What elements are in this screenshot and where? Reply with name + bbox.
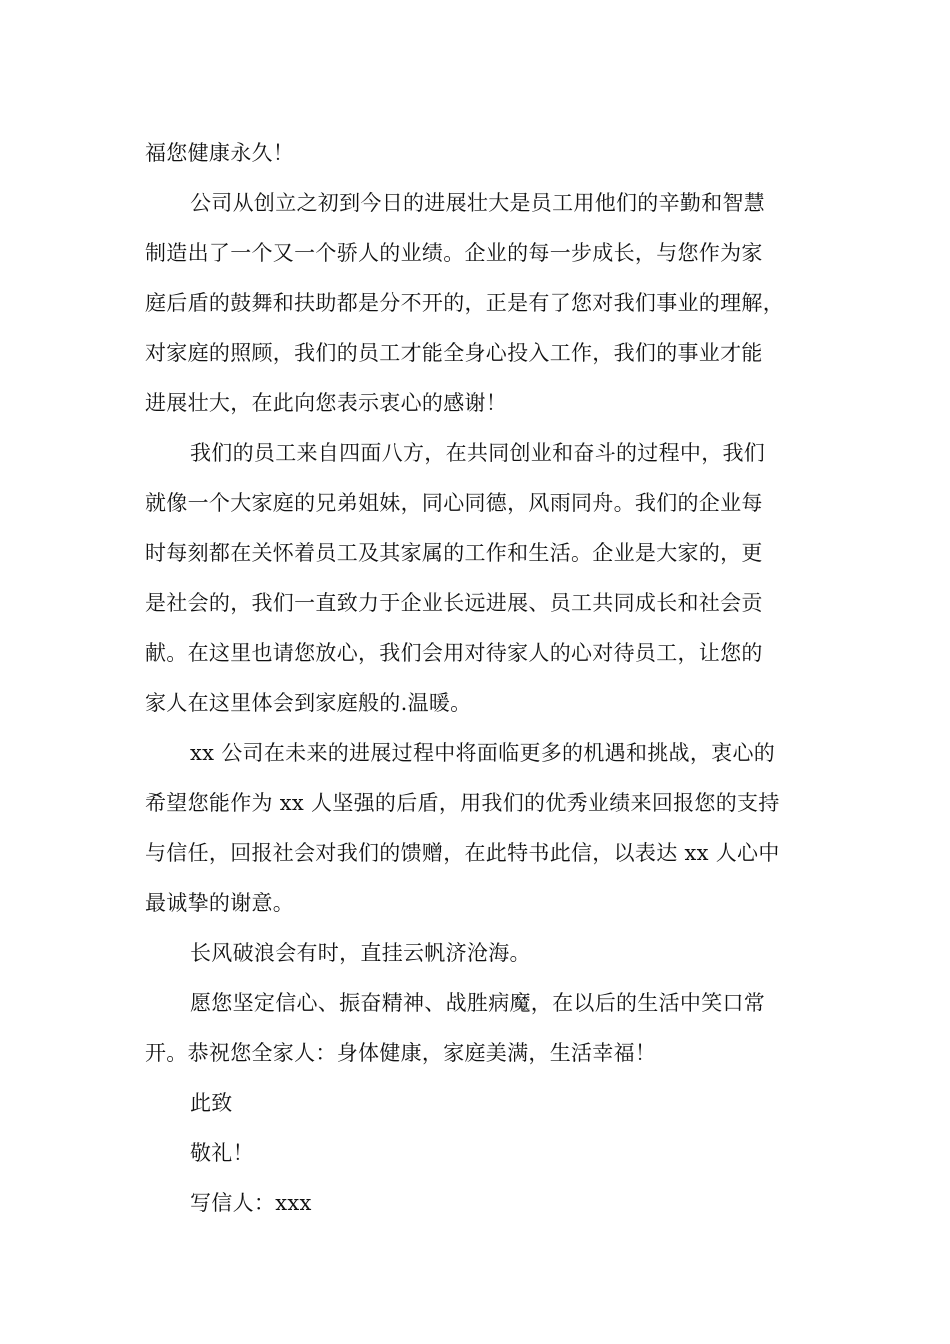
text-line: 与信任，回报社会对我们的馈赠，在此特书此信，以表达 xx 人心中 <box>145 841 780 865</box>
text-line: 就像一个大家庭的兄弟姐妹，同心同德，风雨同舟。我们的企业每 <box>145 491 763 515</box>
text-line: 开。恭祝您全家人：身体健康，家庭美满，生活幸福！ <box>145 1041 657 1065</box>
text-line: 公司从创立之初到今日的进展壮大是员工用他们的辛勤和智慧 <box>190 191 766 215</box>
text-line: 愿您坚定信心、振奋精神、战胜病魔，在以后的生活中笑口常 <box>190 991 766 1015</box>
text-line: 庭后盾的鼓舞和扶助都是分不开的，正是有了您对我们事业的理解， <box>145 291 784 315</box>
text-line: xx 公司在未来的进展过程中将面临更多的机遇和挑战，衷心的 <box>190 741 776 765</box>
signature-line: 写信人：xxx <box>190 1191 312 1215</box>
text-line: 对家庭的照顾，我们的员工才能全身心投入工作，我们的事业才能 <box>145 341 763 365</box>
text-line: 家人在这里体会到家庭般的.温暖。 <box>145 691 472 715</box>
text-line: 最诚挚的谢意。 <box>145 891 295 915</box>
text-line: 长风破浪会有时，直挂云帆济沧海。 <box>190 941 531 965</box>
text-line: 是社会的，我们一直致力于企业长远进展、员工共同成长和社会贡 <box>145 591 763 615</box>
closing-regards: 敬礼！ <box>190 1141 254 1165</box>
text-line: 我们的员工来自四面八方，在共同创业和奋斗的过程中，我们 <box>190 441 766 465</box>
text-line: 希望您能作为 xx 人坚强的后盾，用我们的优秀业绩来回报您的支持 <box>145 791 780 815</box>
text-line: 进展壮大，在此向您表示衷心的感谢！ <box>145 391 508 415</box>
letter-body <box>145 128 810 1228</box>
text-line: 献。在这里也请您放心，我们会用对待家人的心对待员工，让您的 <box>145 641 763 665</box>
text-line: 福您健康永久！ <box>145 141 295 165</box>
closing-salutation: 此致 <box>190 1091 233 1115</box>
text-line: 制造出了一个又一个骄人的业绩。企业的每一步成长，与您作为家 <box>145 241 763 265</box>
text-line: 时每刻都在关怀着员工及其家属的工作和生活。企业是大家的，更 <box>145 541 763 565</box>
